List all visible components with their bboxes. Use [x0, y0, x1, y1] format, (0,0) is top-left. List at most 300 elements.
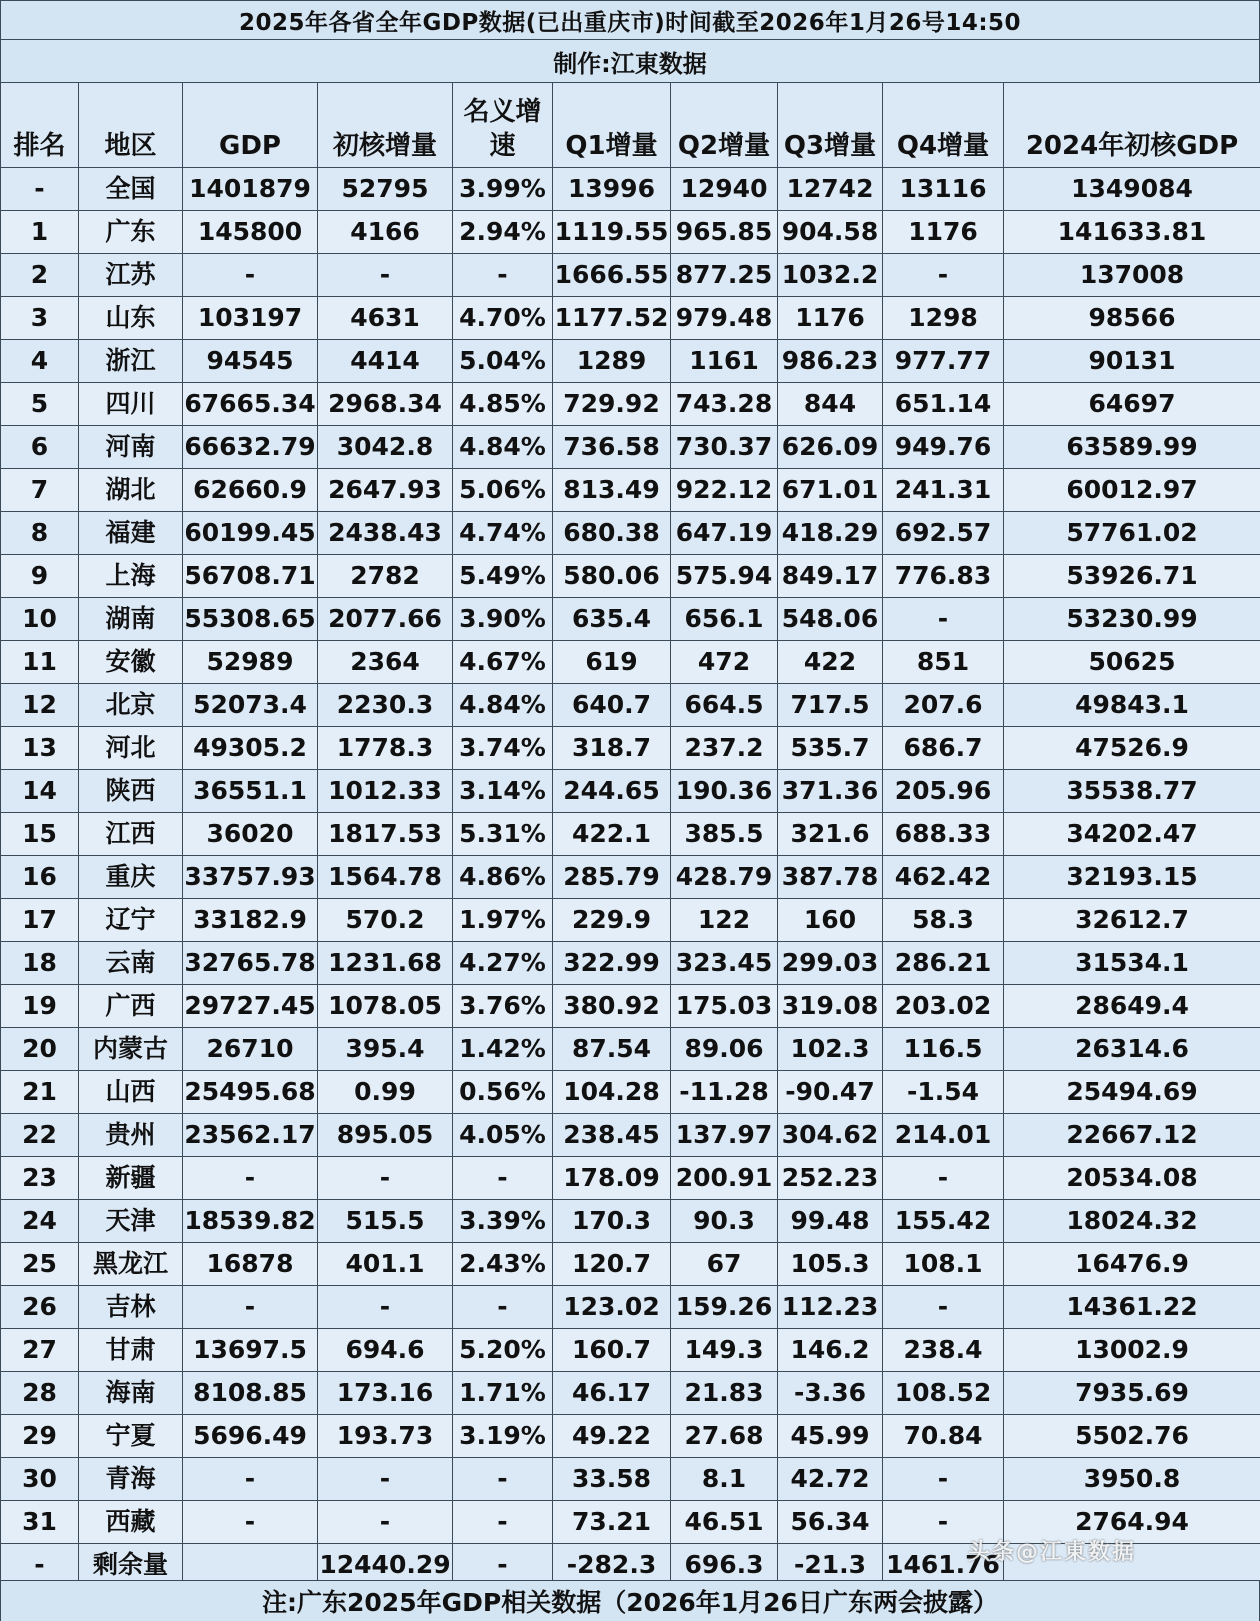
- cell-gdp: 13697.5: [183, 1329, 318, 1372]
- cell-gdp: 55308.65: [183, 598, 318, 641]
- cell-q1: 322.99: [553, 942, 671, 985]
- cell-nominal-growth: 3.74%: [453, 727, 553, 770]
- cell-region: 新疆: [79, 1157, 183, 1200]
- table-row: [1, 899, 1260, 942]
- cell-nominal-growth: 3.19%: [453, 1415, 553, 1458]
- cell-q4: -: [883, 254, 1004, 297]
- cell-gdp: 1401879: [183, 168, 318, 211]
- cell-initial-increment: 193.73: [318, 1415, 453, 1458]
- table-row: [1, 727, 1260, 770]
- cell-q4: 1298: [883, 297, 1004, 340]
- cell-gdp-2024: 90131: [1004, 340, 1260, 383]
- cell-rank: 8: [1, 512, 79, 555]
- cell-q2: 175.03: [671, 985, 778, 1028]
- cell-q3: 904.58: [778, 211, 883, 254]
- cell-rank: 25: [1, 1243, 79, 1286]
- cell-rank: 22: [1, 1114, 79, 1157]
- cell-q1: 104.28: [553, 1071, 671, 1114]
- cell-initial-increment: 2968.34: [318, 383, 453, 426]
- cell-gdp: 52989: [183, 641, 318, 684]
- cell-rank: -: [1, 168, 79, 211]
- cell-q4: 1461.76: [883, 1544, 1004, 1587]
- cell-q2: 190.36: [671, 770, 778, 813]
- cell-q3: 56.34: [778, 1501, 883, 1544]
- cell-q1: 635.4: [553, 598, 671, 641]
- cell-q3: -90.47: [778, 1071, 883, 1114]
- cell-region: 天津: [79, 1200, 183, 1243]
- cell-q4: 155.42: [883, 1200, 1004, 1243]
- cell-initial-increment: 1078.05: [318, 985, 453, 1028]
- header-q4: Q4增量: [883, 83, 1004, 168]
- cell-initial-increment: 1564.78: [318, 856, 453, 899]
- table-row: [1, 340, 1260, 383]
- header-rank: 排名: [1, 83, 79, 168]
- cell-q4: 207.6: [883, 684, 1004, 727]
- cell-rank: -: [1, 1544, 79, 1587]
- cell-initial-increment: -: [318, 1157, 453, 1200]
- cell-q2: 1161: [671, 340, 778, 383]
- cell-rank: 2: [1, 254, 79, 297]
- cell-region: 上海: [79, 555, 183, 598]
- cell-q4: 108.1: [883, 1243, 1004, 1286]
- cell-gdp-2024: 32612.7: [1004, 899, 1260, 942]
- cell-rank: 6: [1, 426, 79, 469]
- cell-initial-increment: 12440.29: [318, 1544, 453, 1587]
- table-row: [1, 1028, 1260, 1071]
- cell-q3: 548.06: [778, 598, 883, 641]
- cell-gdp: 8108.85: [183, 1372, 318, 1415]
- cell-region: 青海: [79, 1458, 183, 1501]
- table-row: [1, 942, 1260, 985]
- cell-rank: 31: [1, 1501, 79, 1544]
- cell-gdp: 67665.34: [183, 383, 318, 426]
- cell-gdp-2024: 5502.76: [1004, 1415, 1260, 1458]
- table-row: [1, 1329, 1260, 1372]
- cell-q4: 686.7: [883, 727, 1004, 770]
- header-initial-increment: 初核增量: [318, 83, 453, 168]
- header-q2: Q2增量: [671, 83, 778, 168]
- table-row: [1, 1114, 1260, 1157]
- cell-nominal-growth: 5.31%: [453, 813, 553, 856]
- table-row: [1, 383, 1260, 426]
- cell-rank: 4: [1, 340, 79, 383]
- cell-q2: 696.3: [671, 1544, 778, 1587]
- cell-gdp-2024: 1349084: [1004, 168, 1260, 211]
- table-row: [1, 1157, 1260, 1200]
- header-q3: Q3增量: [778, 83, 883, 168]
- cell-q1: 736.58: [553, 426, 671, 469]
- cell-nominal-growth: 1.42%: [453, 1028, 553, 1071]
- cell-initial-increment: 2230.3: [318, 684, 453, 727]
- cell-rank: 19: [1, 985, 79, 1028]
- cell-q4: 108.52: [883, 1372, 1004, 1415]
- cell-region: 山东: [79, 297, 183, 340]
- cell-region: 北京: [79, 684, 183, 727]
- cell-region: 吉林: [79, 1286, 183, 1329]
- cell-q4: 692.57: [883, 512, 1004, 555]
- cell-gdp: 33757.93: [183, 856, 318, 899]
- cell-gdp-2024: 16476.9: [1004, 1243, 1260, 1286]
- table-row: [1, 684, 1260, 727]
- cell-nominal-growth: 4.27%: [453, 942, 553, 985]
- cell-nominal-growth: 4.85%: [453, 383, 553, 426]
- cell-region: 广东: [79, 211, 183, 254]
- cell-rank: 23: [1, 1157, 79, 1200]
- cell-q3: 418.29: [778, 512, 883, 555]
- cell-rank: 11: [1, 641, 79, 684]
- header-gdp: GDP: [183, 83, 318, 168]
- cell-nominal-growth: 3.39%: [453, 1200, 553, 1243]
- cell-gdp-2024: 3950.8: [1004, 1458, 1260, 1501]
- footnote: 注:广东2025年GDP相关数据（2026年1月26日广东两会披露）: [0, 1580, 1260, 1621]
- cell-gdp-2024: 57761.02: [1004, 512, 1260, 555]
- cell-gdp: -: [183, 1157, 318, 1200]
- cell-initial-increment: 4166: [318, 211, 453, 254]
- cell-gdp-2024: 35538.77: [1004, 770, 1260, 813]
- cell-q3: 146.2: [778, 1329, 883, 1372]
- table-row: [1, 426, 1260, 469]
- cell-gdp: 36551.1: [183, 770, 318, 813]
- cell-initial-increment: 694.6: [318, 1329, 453, 1372]
- cell-nominal-growth: 4.70%: [453, 297, 553, 340]
- cell-q3: 304.62: [778, 1114, 883, 1157]
- cell-q2: 922.12: [671, 469, 778, 512]
- cell-q2: 27.68: [671, 1415, 778, 1458]
- cell-region: 云南: [79, 942, 183, 985]
- cell-region: 江苏: [79, 254, 183, 297]
- cell-q1: 170.3: [553, 1200, 671, 1243]
- cell-nominal-growth: 3.14%: [453, 770, 553, 813]
- cell-q3: 42.72: [778, 1458, 883, 1501]
- cell-gdp-2024: 13002.9: [1004, 1329, 1260, 1372]
- cell-q2: 237.2: [671, 727, 778, 770]
- header-region: 地区: [79, 83, 183, 168]
- table-row: [1, 813, 1260, 856]
- cell-gdp: 16878: [183, 1243, 318, 1286]
- cell-gdp-2024: 137008: [1004, 254, 1260, 297]
- cell-initial-increment: -: [318, 254, 453, 297]
- cell-q1: 13996: [553, 168, 671, 211]
- cell-rank: 9: [1, 555, 79, 598]
- cell-initial-increment: 2364: [318, 641, 453, 684]
- cell-q3: 671.01: [778, 469, 883, 512]
- cell-gdp-2024: 31534.1: [1004, 942, 1260, 985]
- cell-q1: 123.02: [553, 1286, 671, 1329]
- cell-q2: 730.37: [671, 426, 778, 469]
- cell-q1: 160.7: [553, 1329, 671, 1372]
- cell-q3: 321.6: [778, 813, 883, 856]
- cell-nominal-growth: 3.99%: [453, 168, 553, 211]
- cell-nominal-growth: 5.04%: [453, 340, 553, 383]
- cell-q4: 286.21: [883, 942, 1004, 985]
- cell-region: 陕西: [79, 770, 183, 813]
- cell-q3: 849.17: [778, 555, 883, 598]
- cell-q3: 12742: [778, 168, 883, 211]
- cell-initial-increment: 2782: [318, 555, 453, 598]
- cell-initial-increment: 0.99: [318, 1071, 453, 1114]
- cell-q2: 323.45: [671, 942, 778, 985]
- cell-q4: 949.76: [883, 426, 1004, 469]
- table-row: [1, 1286, 1260, 1329]
- cell-q1: 729.92: [553, 383, 671, 426]
- cell-rank: 13: [1, 727, 79, 770]
- cell-q2: 149.3: [671, 1329, 778, 1372]
- cell-gdp-2024: 28649.4: [1004, 985, 1260, 1028]
- cell-rank: 17: [1, 899, 79, 942]
- cell-initial-increment: 1231.68: [318, 942, 453, 985]
- cell-nominal-growth: 4.74%: [453, 512, 553, 555]
- table-row: [1, 469, 1260, 512]
- cell-q1: 120.7: [553, 1243, 671, 1286]
- cell-region: 贵州: [79, 1114, 183, 1157]
- cell-region: 江西: [79, 813, 183, 856]
- cell-q3: 844: [778, 383, 883, 426]
- cell-gdp: -: [183, 254, 318, 297]
- cell-initial-increment: 515.5: [318, 1200, 453, 1243]
- cell-rank: 21: [1, 1071, 79, 1114]
- cell-gdp: 36020: [183, 813, 318, 856]
- cell-q3: 319.08: [778, 985, 883, 1028]
- cell-q1: 285.79: [553, 856, 671, 899]
- cell-q3: 299.03: [778, 942, 883, 985]
- cell-initial-increment: 2438.43: [318, 512, 453, 555]
- header-nominal-growth: 名义增速: [453, 83, 553, 168]
- cell-nominal-growth: 4.84%: [453, 684, 553, 727]
- cell-gdp: 94545: [183, 340, 318, 383]
- cell-q4: 214.01: [883, 1114, 1004, 1157]
- cell-gdp: 145800: [183, 211, 318, 254]
- cell-gdp: 49305.2: [183, 727, 318, 770]
- cell-region: 山西: [79, 1071, 183, 1114]
- cell-q1: 46.17: [553, 1372, 671, 1415]
- cell-q2: 664.5: [671, 684, 778, 727]
- cell-q1: 813.49: [553, 469, 671, 512]
- cell-q3: 1176: [778, 297, 883, 340]
- cell-gdp: -: [183, 1286, 318, 1329]
- cell-nominal-growth: 2.94%: [453, 211, 553, 254]
- cell-q2: 12940: [671, 168, 778, 211]
- cell-q3: 252.23: [778, 1157, 883, 1200]
- cell-initial-increment: -: [318, 1286, 453, 1329]
- cell-region: 西藏: [79, 1501, 183, 1544]
- cell-q3: 535.7: [778, 727, 883, 770]
- cell-gdp-2024: 47526.9: [1004, 727, 1260, 770]
- table-row: [1, 1200, 1260, 1243]
- cell-initial-increment: 2077.66: [318, 598, 453, 641]
- cell-q4: -: [883, 1501, 1004, 1544]
- cell-q3: 99.48: [778, 1200, 883, 1243]
- cell-rank: 5: [1, 383, 79, 426]
- cell-q3: 105.3: [778, 1243, 883, 1286]
- gdp-table: [0, 82, 1260, 1587]
- cell-initial-increment: 395.4: [318, 1028, 453, 1071]
- cell-q3: 160: [778, 899, 883, 942]
- cell-region: 全国: [79, 168, 183, 211]
- cell-nominal-growth: 4.84%: [453, 426, 553, 469]
- table-row: [1, 254, 1260, 297]
- cell-q2: 90.3: [671, 1200, 778, 1243]
- cell-gdp-2024: 32193.15: [1004, 856, 1260, 899]
- cell-gdp: 56708.71: [183, 555, 318, 598]
- cell-rank: 15: [1, 813, 79, 856]
- cell-gdp-2024: 7935.69: [1004, 1372, 1260, 1415]
- cell-q1: 422.1: [553, 813, 671, 856]
- cell-nominal-growth: 4.05%: [453, 1114, 553, 1157]
- cell-q2: 979.48: [671, 297, 778, 340]
- cell-nominal-growth: 1.97%: [453, 899, 553, 942]
- cell-rank: 20: [1, 1028, 79, 1071]
- cell-q4: 203.02: [883, 985, 1004, 1028]
- cell-initial-increment: 4631: [318, 297, 453, 340]
- table-row: [1, 856, 1260, 899]
- table-row: [1, 1415, 1260, 1458]
- cell-region: 甘肃: [79, 1329, 183, 1372]
- cell-region: 四川: [79, 383, 183, 426]
- cell-initial-increment: 1012.33: [318, 770, 453, 813]
- table-row: [1, 297, 1260, 340]
- cell-gdp-2024: 22667.12: [1004, 1114, 1260, 1157]
- cell-initial-increment: 2647.93: [318, 469, 453, 512]
- cell-region: 福建: [79, 512, 183, 555]
- cell-q1: 680.38: [553, 512, 671, 555]
- cell-region: 湖南: [79, 598, 183, 641]
- cell-q2: 67: [671, 1243, 778, 1286]
- cell-q1: 318.7: [553, 727, 671, 770]
- cell-q2: 743.28: [671, 383, 778, 426]
- cell-gdp: 66632.79: [183, 426, 318, 469]
- cell-q2: 21.83: [671, 1372, 778, 1415]
- cell-q4: -: [883, 598, 1004, 641]
- cell-region: 宁夏: [79, 1415, 183, 1458]
- cell-nominal-growth: -: [453, 1544, 553, 1587]
- cell-gdp-2024: 49843.1: [1004, 684, 1260, 727]
- cell-q1: 178.09: [553, 1157, 671, 1200]
- cell-q1: 380.92: [553, 985, 671, 1028]
- cell-region: 重庆: [79, 856, 183, 899]
- cell-q2: 965.85: [671, 211, 778, 254]
- cell-gdp-2024: 18024.32: [1004, 1200, 1260, 1243]
- cell-initial-increment: -: [318, 1458, 453, 1501]
- cell-q2: 122: [671, 899, 778, 942]
- cell-q1: 49.22: [553, 1415, 671, 1458]
- cell-region: 剩余量: [79, 1544, 183, 1587]
- cell-q3: 717.5: [778, 684, 883, 727]
- cell-gdp: 33182.9: [183, 899, 318, 942]
- table-subtitle: 制作:江東数据: [0, 39, 1260, 82]
- cell-rank: 16: [1, 856, 79, 899]
- cell-nominal-growth: -: [453, 1157, 553, 1200]
- cell-nominal-growth: 5.20%: [453, 1329, 553, 1372]
- cell-q4: 1176: [883, 211, 1004, 254]
- cell-rank: 29: [1, 1415, 79, 1458]
- table-row: [1, 598, 1260, 641]
- cell-q4: 205.96: [883, 770, 1004, 813]
- cell-q4: 241.31: [883, 469, 1004, 512]
- cell-gdp-2024: 64697: [1004, 383, 1260, 426]
- cell-initial-increment: 1778.3: [318, 727, 453, 770]
- cell-q3: 986.23: [778, 340, 883, 383]
- cell-gdp-2024: 63589.99: [1004, 426, 1260, 469]
- cell-q3: -21.3: [778, 1544, 883, 1587]
- cell-region: 黑龙江: [79, 1243, 183, 1286]
- cell-gdp-2024: 20534.08: [1004, 1157, 1260, 1200]
- cell-nominal-growth: 5.06%: [453, 469, 553, 512]
- cell-q2: 8.1: [671, 1458, 778, 1501]
- cell-initial-increment: 895.05: [318, 1114, 453, 1157]
- cell-q3: 112.23: [778, 1286, 883, 1329]
- cell-rank: 26: [1, 1286, 79, 1329]
- cell-gdp-2024: 25494.69: [1004, 1071, 1260, 1114]
- cell-rank: 27: [1, 1329, 79, 1372]
- cell-nominal-growth: -: [453, 1501, 553, 1544]
- cell-gdp: 62660.9: [183, 469, 318, 512]
- cell-region: 海南: [79, 1372, 183, 1415]
- cell-gdp: 23562.17: [183, 1114, 318, 1157]
- cell-q4: -: [883, 1458, 1004, 1501]
- cell-q4: 13116: [883, 168, 1004, 211]
- cell-q4: 462.42: [883, 856, 1004, 899]
- table-row: [1, 1071, 1260, 1114]
- cell-q4: 688.33: [883, 813, 1004, 856]
- cell-q2: 89.06: [671, 1028, 778, 1071]
- cell-gdp: -: [183, 1501, 318, 1544]
- cell-initial-increment: 401.1: [318, 1243, 453, 1286]
- cell-rank: 28: [1, 1372, 79, 1415]
- cell-gdp-2024: 26314.6: [1004, 1028, 1260, 1071]
- cell-q1: 640.7: [553, 684, 671, 727]
- cell-gdp-2024: 50625: [1004, 641, 1260, 684]
- cell-q1: 1119.55: [553, 211, 671, 254]
- cell-nominal-growth: 3.76%: [453, 985, 553, 1028]
- cell-gdp-2024: 60012.97: [1004, 469, 1260, 512]
- cell-q1: 1289: [553, 340, 671, 383]
- cell-gdp: -: [183, 1458, 318, 1501]
- cell-q1: 244.65: [553, 770, 671, 813]
- cell-q2: 200.91: [671, 1157, 778, 1200]
- cell-gdp-2024: 53926.71: [1004, 555, 1260, 598]
- cell-gdp-2024: 2764.94: [1004, 1501, 1260, 1544]
- cell-gdp-2024: 34202.47: [1004, 813, 1260, 856]
- cell-region: 浙江: [79, 340, 183, 383]
- cell-gdp: 29727.45: [183, 985, 318, 1028]
- cell-gdp: 18539.82: [183, 1200, 318, 1243]
- cell-rank: 24: [1, 1200, 79, 1243]
- cell-q4: 977.77: [883, 340, 1004, 383]
- cell-region: 辽宁: [79, 899, 183, 942]
- cell-region: 内蒙古: [79, 1028, 183, 1071]
- cell-q2: 159.26: [671, 1286, 778, 1329]
- table-row: [1, 770, 1260, 813]
- cell-initial-increment: 4414: [318, 340, 453, 383]
- cell-q3: 422: [778, 641, 883, 684]
- cell-q2: 647.19: [671, 512, 778, 555]
- cell-rank: 14: [1, 770, 79, 813]
- cell-q4: -1.54: [883, 1071, 1004, 1114]
- cell-rank: 1: [1, 211, 79, 254]
- table-row: [1, 168, 1260, 211]
- cell-nominal-growth: 3.90%: [453, 598, 553, 641]
- table-row: [1, 555, 1260, 598]
- cell-initial-increment: 173.16: [318, 1372, 453, 1415]
- cell-q2: 877.25: [671, 254, 778, 297]
- header-q1: Q1增量: [553, 83, 671, 168]
- cell-rank: 10: [1, 598, 79, 641]
- cell-nominal-growth: 1.71%: [453, 1372, 553, 1415]
- cell-q1: 619: [553, 641, 671, 684]
- cell-region: 河南: [79, 426, 183, 469]
- cell-q4: 238.4: [883, 1329, 1004, 1372]
- cell-q1: 580.06: [553, 555, 671, 598]
